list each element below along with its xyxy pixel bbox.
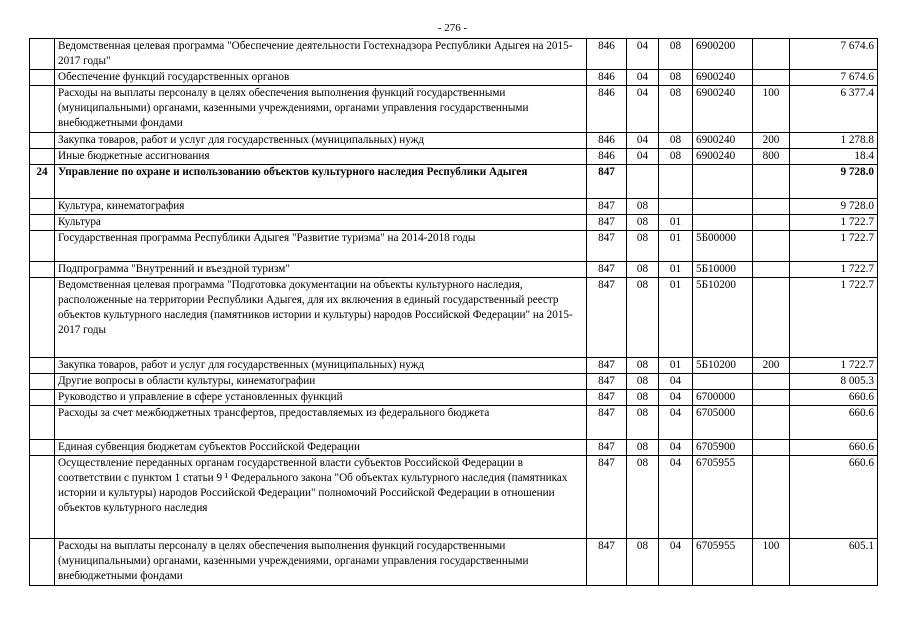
item-name-cell: Обеспечение функций государственных органов: [55, 70, 587, 86]
section-code-cell: 08: [627, 358, 659, 374]
row-number-cell: [30, 86, 55, 133]
section-code-cell: 04: [627, 39, 659, 70]
expense-type-code-cell: 800: [753, 149, 790, 165]
row-number-cell: [30, 440, 55, 456]
target-item-code-cell: 6705955: [693, 539, 753, 586]
amount-cell: 9 728.0: [790, 199, 878, 215]
ministry-code-cell: 847: [587, 231, 627, 262]
expense-type-code-cell: [753, 199, 790, 215]
amount-cell: 660.6: [790, 456, 878, 539]
item-name-cell: Культура: [55, 215, 587, 231]
ministry-code-cell: 846: [587, 39, 627, 70]
expense-type-code-cell: [753, 70, 790, 86]
item-name-cell: Иные бюджетные ассигнования: [55, 149, 587, 165]
subsection-code-cell: 01: [659, 215, 693, 231]
row-number-cell: [30, 231, 55, 262]
item-name-cell: Руководство и управление в сфере установленных функций: [55, 390, 587, 406]
row-number-cell: [30, 262, 55, 278]
budget-table: [29, 38, 878, 586]
amount-cell: 660.6: [790, 440, 878, 456]
table-row: [30, 199, 878, 215]
section-code-cell: 08: [627, 374, 659, 390]
target-item-code-cell: 5Б00000: [693, 231, 753, 262]
expense-type-code-cell: [753, 165, 790, 199]
table-row: [30, 39, 878, 70]
amount-cell: 18.4: [790, 149, 878, 165]
subsection-code-cell: 04: [659, 406, 693, 440]
table-row: [30, 165, 878, 199]
target-item-code-cell: 6900200: [693, 39, 753, 70]
ministry-code-cell: 847: [587, 262, 627, 278]
row-number-cell: [30, 456, 55, 539]
item-name-cell: Закупка товаров, работ и услуг для государственных (муниципальных) нужд: [55, 133, 587, 149]
subsection-code-cell: 04: [659, 456, 693, 539]
ministry-code-cell: 847: [587, 215, 627, 231]
expense-type-code-cell: 200: [753, 133, 790, 149]
subsection-code-cell: [659, 165, 693, 199]
expense-type-code-cell: [753, 278, 790, 358]
amount-cell: 1 722.7: [790, 358, 878, 374]
amount-cell: 660.6: [790, 406, 878, 440]
row-number-cell: [30, 70, 55, 86]
expense-type-code-cell: [753, 39, 790, 70]
ministry-code-cell: 847: [587, 406, 627, 440]
item-name-cell: Осуществление переданных органам государственной власти субъектов Российской Федерации в соответствии с пунктом 1 статьи 9 ¹ Федерального закона "Об объектах культурного наследия (памятниках истории и культуры) народов Российской Федерации" полномочий Российской Федерации в отношении объектов культурного наследия: [55, 456, 587, 539]
section-code-cell: 08: [627, 199, 659, 215]
section-code-cell: 08: [627, 456, 659, 539]
subsection-code-cell: 04: [659, 374, 693, 390]
item-name-cell: Расходы за счет межбюджетных трансфертов, предоставляемых из федерального бюджета: [55, 406, 587, 440]
item-name-cell: Управление по охране и использованию объектов культурного наследия Республики Адыгея: [55, 165, 587, 199]
ministry-code-cell: 846: [587, 86, 627, 133]
target-item-code-cell: 6700000: [693, 390, 753, 406]
section-code-cell: 08: [627, 231, 659, 262]
section-code-cell: 08: [627, 390, 659, 406]
item-name-cell: Ведомственная целевая программа "Подготовка документации на объекты культурного наследия, расположенные на территории Республики Адыгея, для их включения в единый государственный реестр объектов культурного наследия (памятников истории и культуры) народов Российской Федерации" на 2015-2017 годы: [55, 278, 587, 358]
item-name-cell: Расходы на выплаты персоналу в целях обеспечения выполнения функций государственными (муниципальными) органами, казенными учреждениями, органами управления государственными внебюджетными фондами: [55, 86, 587, 133]
section-code-cell: [627, 165, 659, 199]
item-name-cell: Подпрограмма "Внутренний и въездной туризм": [55, 262, 587, 278]
row-number-cell: [30, 406, 55, 440]
subsection-code-cell: 01: [659, 358, 693, 374]
subsection-code-cell: 04: [659, 539, 693, 586]
expense-type-code-cell: [753, 390, 790, 406]
target-item-code-cell: 5Б10200: [693, 358, 753, 374]
expense-type-code-cell: [753, 406, 790, 440]
expense-type-code-cell: [753, 374, 790, 390]
expense-type-code-cell: 100: [753, 539, 790, 586]
item-name-cell: Расходы на выплаты персоналу в целях обеспечения выполнения функций государственными (муниципальными) органами, казенными учреждениями, органами управления государственными внебюджетными фондами: [55, 539, 587, 586]
subsection-code-cell: 08: [659, 39, 693, 70]
ministry-code-cell: 847: [587, 440, 627, 456]
row-number-cell: [30, 390, 55, 406]
subsection-code-cell: [659, 199, 693, 215]
amount-cell: 1 722.7: [790, 215, 878, 231]
table-row: [30, 278, 878, 358]
table-row: [30, 390, 878, 406]
item-name-cell: Культура, кинематография: [55, 199, 587, 215]
ministry-code-cell: 847: [587, 456, 627, 539]
target-item-code-cell: 6705000: [693, 406, 753, 440]
target-item-code-cell: 6900240: [693, 86, 753, 133]
amount-cell: 7 674.6: [790, 70, 878, 86]
subsection-code-cell: 08: [659, 70, 693, 86]
item-name-cell: Ведомственная целевая программа "Обеспечение деятельности Гостехнадзора Республики Адыгея на 2015-2017 годы": [55, 39, 587, 70]
target-item-code-cell: 5Б10000: [693, 262, 753, 278]
row-number-cell: [30, 149, 55, 165]
target-item-code-cell: 5Б10200: [693, 278, 753, 358]
item-name-cell: Единая субвенция бюджетам субъектов Российской Федерации: [55, 440, 587, 456]
table-row: [30, 456, 878, 539]
target-item-code-cell: [693, 165, 753, 199]
section-code-cell: 08: [627, 262, 659, 278]
table-row: [30, 86, 878, 133]
subsection-code-cell: 01: [659, 231, 693, 262]
item-name-cell: Другие вопросы в области культуры, кинематографии: [55, 374, 587, 390]
row-number-cell: [30, 358, 55, 374]
section-code-cell: 04: [627, 133, 659, 149]
ministry-code-cell: 847: [587, 358, 627, 374]
target-item-code-cell: 6705900: [693, 440, 753, 456]
row-number-cell: [30, 215, 55, 231]
section-code-cell: 08: [627, 440, 659, 456]
ministry-code-cell: 847: [587, 374, 627, 390]
ministry-code-cell: 847: [587, 390, 627, 406]
target-item-code-cell: 6705955: [693, 456, 753, 539]
expense-type-code-cell: 200: [753, 358, 790, 374]
target-item-code-cell: [693, 199, 753, 215]
amount-cell: 1 722.7: [790, 262, 878, 278]
target-item-code-cell: 6900240: [693, 149, 753, 165]
ministry-code-cell: 846: [587, 70, 627, 86]
expense-type-code-cell: [753, 215, 790, 231]
section-code-cell: 08: [627, 215, 659, 231]
row-number-cell: [30, 39, 55, 70]
subsection-code-cell: 04: [659, 440, 693, 456]
subsection-code-cell: 08: [659, 133, 693, 149]
amount-cell: 7 674.6: [790, 39, 878, 70]
ministry-code-cell: 847: [587, 199, 627, 215]
target-item-code-cell: 6900240: [693, 133, 753, 149]
ministry-code-cell: 846: [587, 133, 627, 149]
table-row: [30, 440, 878, 456]
expense-type-code-cell: 100: [753, 86, 790, 133]
expense-type-code-cell: [753, 456, 790, 539]
section-code-cell: 08: [627, 539, 659, 586]
table-row: [30, 70, 878, 86]
budget-table-body: [30, 39, 878, 586]
page-number: - 276 -: [437, 22, 468, 34]
subsection-code-cell: 08: [659, 86, 693, 133]
row-number-cell: 24: [30, 165, 55, 199]
row-number-cell: [30, 199, 55, 215]
ministry-code-cell: 846: [587, 149, 627, 165]
section-code-cell: 04: [627, 70, 659, 86]
ministry-code-cell: 847: [587, 165, 627, 199]
amount-cell: 1 722.7: [790, 278, 878, 358]
section-code-cell: 04: [627, 86, 659, 133]
table-row: [30, 539, 878, 586]
row-number-cell: [30, 278, 55, 358]
amount-cell: 1 722.7: [790, 231, 878, 262]
row-number-cell: [30, 133, 55, 149]
subsection-code-cell: 08: [659, 149, 693, 165]
item-name-cell: Закупка товаров, работ и услуг для государственных (муниципальных) нужд: [55, 358, 587, 374]
target-item-code-cell: [693, 374, 753, 390]
expense-type-code-cell: [753, 440, 790, 456]
table-row: [30, 262, 878, 278]
row-number-cell: [30, 374, 55, 390]
expense-type-code-cell: [753, 231, 790, 262]
ministry-code-cell: 847: [587, 539, 627, 586]
ministry-code-cell: 847: [587, 278, 627, 358]
target-item-code-cell: [693, 215, 753, 231]
target-item-code-cell: 6900240: [693, 70, 753, 86]
amount-cell: 660.6: [790, 390, 878, 406]
section-code-cell: 04: [627, 149, 659, 165]
table-row: [30, 358, 878, 374]
subsection-code-cell: 04: [659, 390, 693, 406]
table-row: [30, 406, 878, 440]
amount-cell: 605.1: [790, 539, 878, 586]
amount-cell: 6 377.4: [790, 86, 878, 133]
amount-cell: 8 005.3: [790, 374, 878, 390]
section-code-cell: 08: [627, 278, 659, 358]
item-name-cell: Государственная программа Республики Адыгея "Развитие туризма" на 2014-2018 годы: [55, 231, 587, 262]
expense-type-code-cell: [753, 262, 790, 278]
subsection-code-cell: 01: [659, 278, 693, 358]
amount-cell: 1 278.8: [790, 133, 878, 149]
row-number-cell: [30, 539, 55, 586]
table-row: [30, 149, 878, 165]
table-row: [30, 231, 878, 262]
section-code-cell: 08: [627, 406, 659, 440]
table-row: [30, 215, 878, 231]
table-row: [30, 374, 878, 390]
subsection-code-cell: 01: [659, 262, 693, 278]
table-row: [30, 133, 878, 149]
amount-cell: 9 728.0: [790, 165, 878, 199]
